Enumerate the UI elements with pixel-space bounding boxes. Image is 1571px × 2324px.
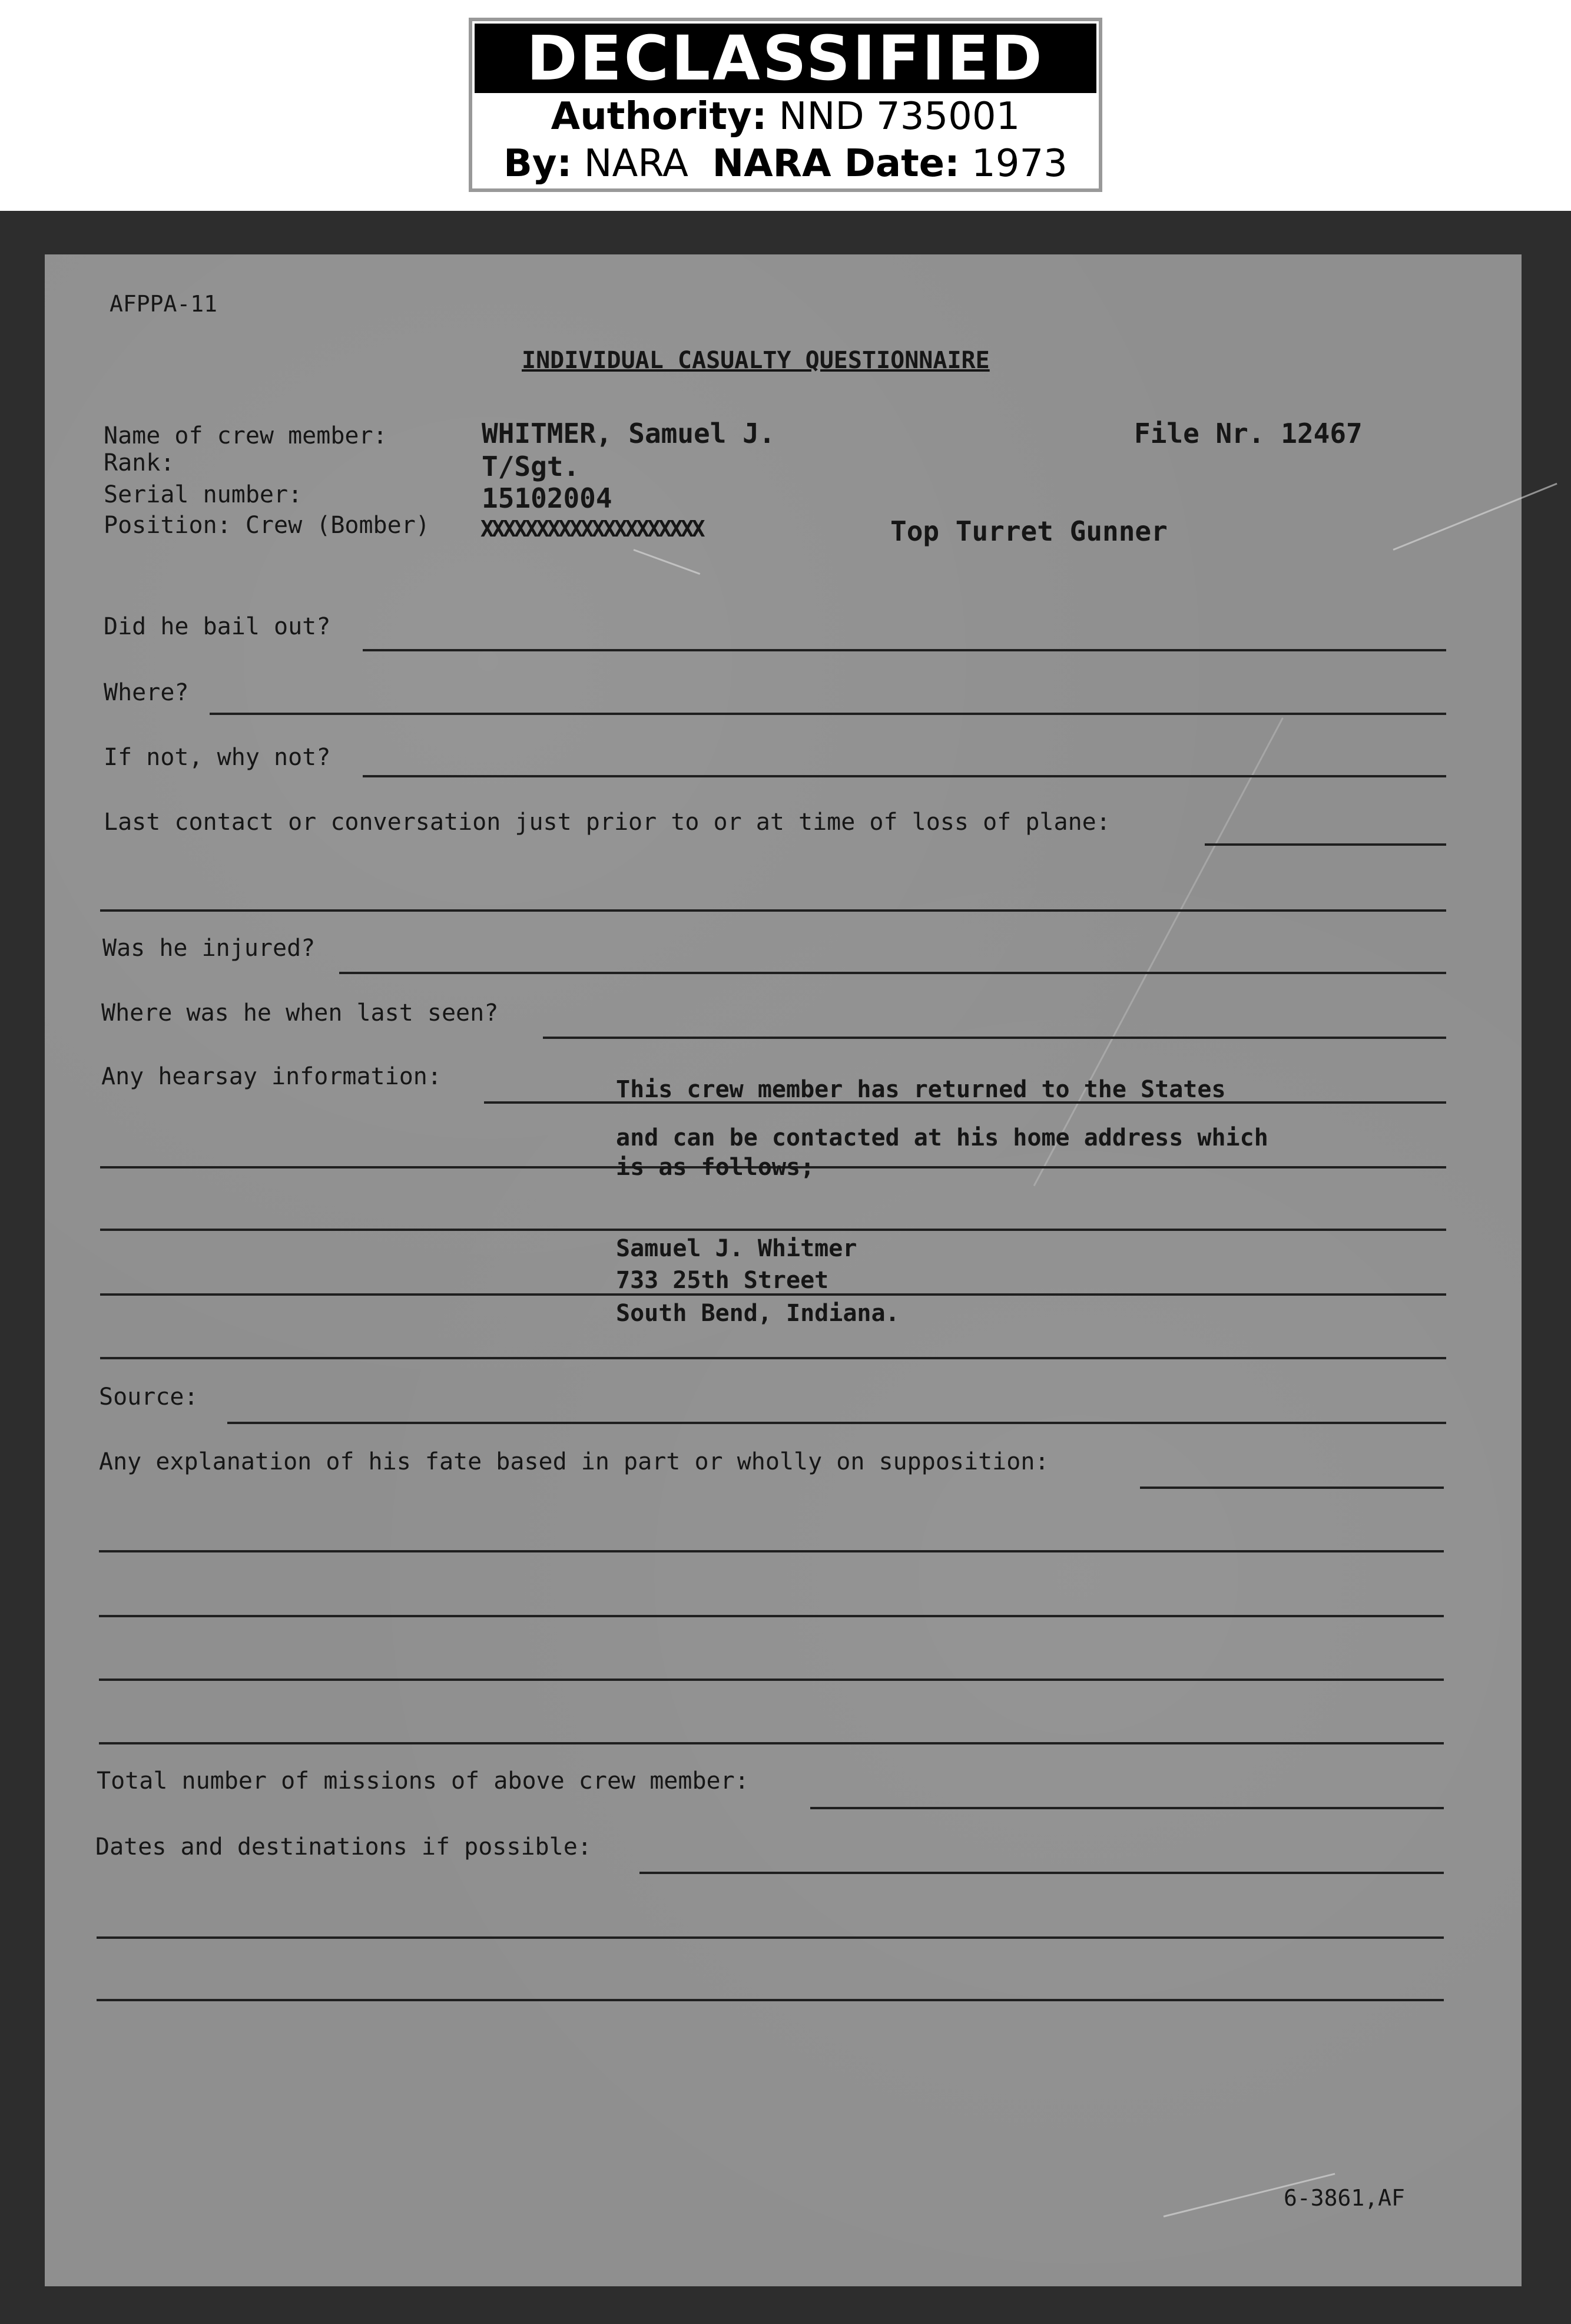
question-dates-destinations: Dates and destinations if possible: bbox=[95, 1833, 592, 1860]
hearsay-answer-line2: and can be contacted at his home address which bbox=[616, 1124, 1268, 1151]
question-missions: Total number of missions of above crew member: bbox=[97, 1767, 749, 1795]
answer-line bbox=[1205, 843, 1446, 846]
address-name: Samuel J. Whitmer bbox=[616, 1235, 857, 1262]
serial-value: 15102004 bbox=[482, 482, 612, 514]
scratch-mark bbox=[633, 549, 700, 575]
stamp-by-value: NARA bbox=[584, 142, 688, 186]
form-title: INDIVIDUAL CASUALTY QUESTIONNAIRE bbox=[522, 347, 990, 374]
scanned-document bbox=[0, 211, 1571, 2324]
question-last-contact: Last contact or conversation just prior to or at time of loss of plane: bbox=[104, 809, 1111, 836]
position-value: Top Turret Gunner bbox=[890, 515, 1168, 547]
answer-line bbox=[363, 649, 1446, 651]
scratch-mark bbox=[1033, 717, 1284, 1186]
answer-line bbox=[97, 1936, 1444, 1939]
question-why-not: If not, why not? bbox=[104, 744, 331, 771]
declassified-stamp bbox=[469, 18, 1102, 192]
position-struck-out: XXXXXXXXXXXXXXXXXXXX bbox=[480, 516, 703, 542]
answer-line bbox=[97, 1999, 1444, 2001]
stamp-by-line bbox=[472, 140, 1099, 187]
question-bail-out: Did he bail out? bbox=[104, 613, 331, 640]
question-where: Where? bbox=[104, 679, 189, 706]
answer-line bbox=[99, 1550, 1444, 1552]
question-injured: Was he injured? bbox=[102, 935, 316, 962]
stamp-by-label: By: bbox=[503, 142, 572, 186]
answer-line bbox=[227, 1422, 1446, 1424]
file-number: File Nr. 12467 bbox=[1134, 418, 1363, 449]
stamp-date-value: 1973 bbox=[972, 142, 1068, 186]
hearsay-answer-line1: This crew member has returned to the States bbox=[616, 1076, 1226, 1103]
answer-line bbox=[99, 1615, 1444, 1617]
answer-line bbox=[210, 713, 1446, 715]
answer-line bbox=[810, 1807, 1444, 1809]
answer-line bbox=[339, 972, 1446, 974]
answer-line bbox=[1140, 1487, 1444, 1489]
rank-value: T/Sgt. bbox=[482, 451, 580, 482]
stamp-authority-label: Authority: bbox=[551, 95, 767, 138]
answer-line bbox=[639, 1872, 1444, 1874]
hearsay-answer-line3: is as follows; bbox=[616, 1154, 815, 1181]
answer-line bbox=[99, 1679, 1444, 1681]
answer-line bbox=[100, 1357, 1446, 1359]
answer-line bbox=[99, 1742, 1444, 1744]
question-hearsay: Any hearsay information: bbox=[101, 1063, 442, 1090]
answer-line bbox=[100, 1229, 1446, 1231]
question-source: Source: bbox=[99, 1383, 198, 1411]
stamp-authority-line bbox=[472, 93, 1099, 140]
footer-form-code: 6-3861,AF bbox=[1284, 2185, 1405, 2211]
form-code: AFPPA-11 bbox=[110, 291, 218, 317]
position-label: Position: Crew (Bomber) bbox=[104, 512, 430, 539]
address-city: South Bend, Indiana. bbox=[616, 1300, 900, 1327]
questionnaire-paper bbox=[45, 254, 1522, 2286]
answer-line bbox=[543, 1037, 1446, 1039]
stamp-title: DECLASSIFIED bbox=[475, 24, 1096, 93]
name-value: WHITMER, Samuel J. bbox=[482, 418, 775, 449]
stamp-authority-value: NND 735001 bbox=[778, 95, 1020, 138]
address-street: 733 25th Street bbox=[616, 1267, 829, 1294]
answer-line bbox=[363, 775, 1446, 777]
answer-line bbox=[100, 909, 1446, 912]
serial-label: Serial number: bbox=[104, 481, 303, 508]
stamp-date-label: NARA Date: bbox=[712, 142, 960, 186]
question-last-seen: Where was he when last seen? bbox=[101, 999, 499, 1027]
rank-label: Rank: bbox=[104, 449, 175, 476]
question-explanation: Any explanation of his fate based in part or wholly on supposition: bbox=[99, 1448, 1049, 1475]
scratch-mark bbox=[1393, 483, 1557, 551]
name-label: Name of crew member: bbox=[104, 422, 387, 449]
